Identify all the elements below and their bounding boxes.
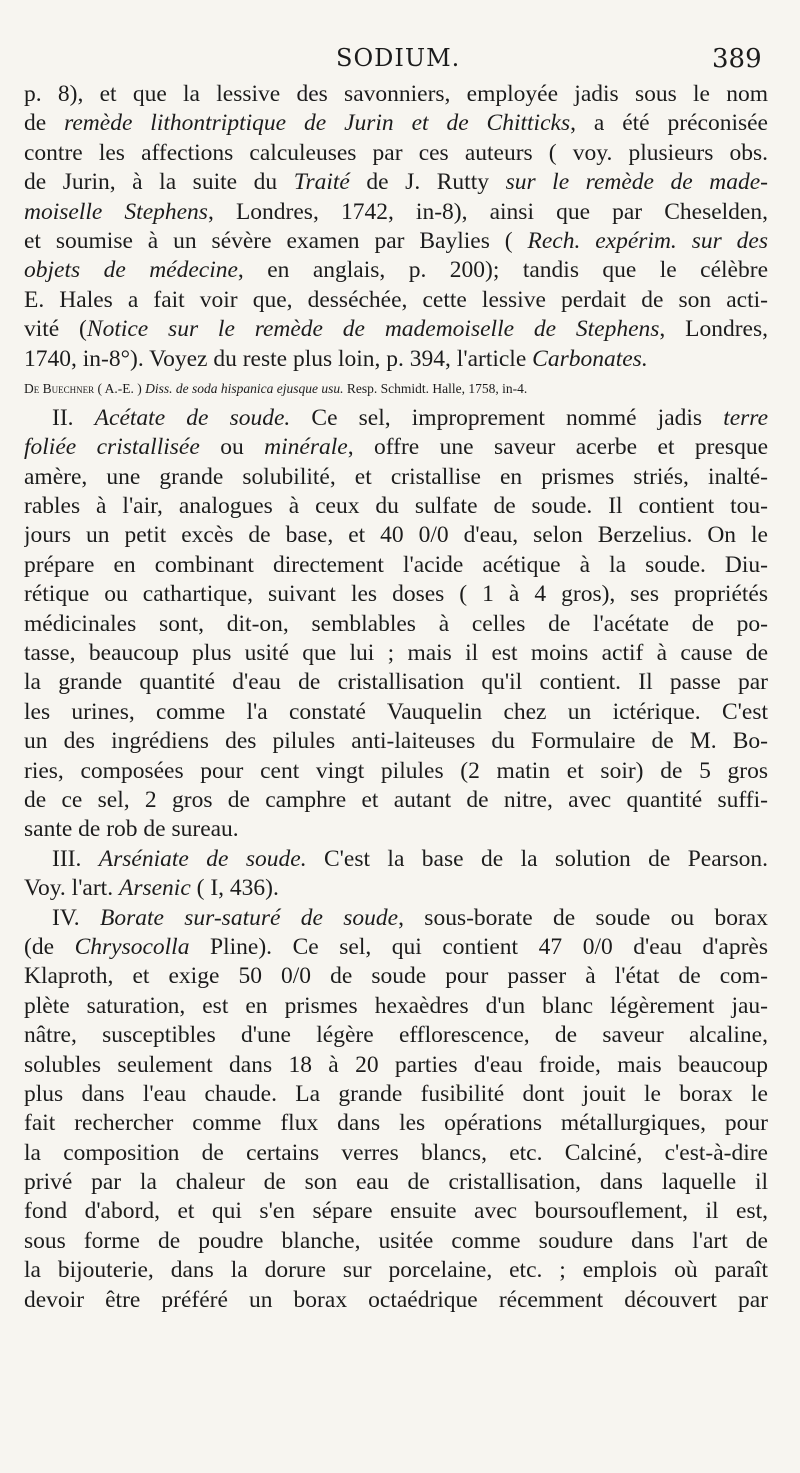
text-run: solubles seulement dans 18 à 20 parties d'eau froide, mais beaucoup (24, 1051, 768, 1078)
text-run: nâtre, susceptibles d'une légère efflorescence, de saveur alcaline, (24, 1022, 768, 1049)
text-line (24, 815, 768, 844)
text-run: rables à l'air, analogues à ceux du sulfate de soude. Il contient tou- (24, 493, 768, 520)
text-line (24, 992, 768, 1021)
text-line (24, 668, 768, 697)
italic-text: Traité (293, 169, 350, 196)
text-run: sous forme de poudre blanche, usitée comme soudure dans l'art de (24, 1227, 768, 1254)
italic-text: Carbonates. (532, 345, 648, 372)
italic-text: Diss. de soda hispanica ejusque usu. (145, 380, 344, 396)
text-run: privé par la chaleur de son eau de cristallisation, dans laquelle il (24, 1169, 768, 1196)
text-run: , sous-borate de soude ou borax (398, 904, 768, 931)
text-line (24, 227, 768, 256)
text-run: fond d'abord, et qui s'en sépare ensuite avec boursouflement, il est, (24, 1198, 768, 1225)
italic-text: Chrysocolla (74, 933, 190, 960)
text-run: plète saturation, est en prismes hexaèdres d'un blanc légèrement jau- (24, 992, 768, 1019)
italic-text: Borate sur-saturé de soude (99, 904, 399, 931)
text-line (24, 404, 768, 433)
text-run: de Jurin, à la suite du (24, 169, 294, 196)
text-run: De Buechner (24, 380, 95, 396)
italic-text: Acétate de soude. (94, 404, 291, 431)
text-run: sante de rob de sureau. (24, 816, 239, 843)
italic-text: remède lithontriptique de Jurin et de Chitticks (64, 110, 571, 137)
text-line (24, 1227, 768, 1256)
italic-text: sur le remède de made- (505, 169, 768, 196)
text-run: contre les affections calculeuses par ces auteurs ( voy. plusieurs obs. (24, 139, 768, 166)
text-run: Voy. l'art. (24, 875, 119, 902)
text-line (24, 1051, 768, 1080)
text-run: II. (52, 404, 95, 431)
text-run: les urines, comme l'a constaté Vauquelin chez un ictérique. C'est (24, 698, 768, 725)
italic-text: foliée cristallisée (24, 434, 200, 461)
italic-text: Arséniate de soude. (98, 845, 307, 872)
text-run: C'est la base de la solution de Pearson. (306, 845, 768, 872)
text-run: de (24, 110, 65, 137)
text-line (24, 1109, 768, 1138)
text-line (24, 1286, 768, 1315)
text-line (24, 198, 768, 227)
text-run: médicinales sont, dit-on, semblables à celles de l'acétate de po- (24, 610, 768, 637)
text-run: rétique ou cathartique, suivant les doses ( 1 à 4 gros), ses propriétés (24, 581, 768, 608)
text-line (24, 757, 768, 786)
text-line (24, 139, 768, 168)
text-run: prépare en combinant directement l'acide acétique à la soude. Diu- (24, 551, 768, 578)
text-line (24, 521, 768, 550)
italic-text: terre (723, 404, 768, 431)
text-run: IV. (52, 904, 100, 931)
text-line (24, 80, 768, 109)
text-line (24, 345, 768, 374)
text-line (24, 168, 768, 197)
text-run: et soumise à un sévère examen par Baylies ( (24, 227, 528, 254)
text-run: amère, une grande solubilité, et cristallise en prismes striés, inalté- (24, 463, 768, 490)
text-line (24, 962, 768, 991)
text-run: plus dans l'eau chaude. La grande fusibilité dont jouit le borax le (24, 1080, 768, 1107)
running-head: SODIUM. (336, 44, 461, 72)
italic-text: objets de médecine (24, 257, 238, 284)
text-run: p. 8), et que la lessive des savonniers, employée jadis sous le nom (24, 81, 768, 107)
text-run: , Londres, 1742, in-8), ainsi que par Cheselden, (207, 198, 768, 225)
text-line (24, 1139, 768, 1168)
text-line (24, 256, 768, 285)
text-run: vité ( (24, 316, 87, 343)
text-run: la bijouterie, dans la dorure sur porcelaine, etc. ; emplois où paraît (24, 1257, 768, 1284)
text-line (24, 698, 768, 727)
text-line (24, 786, 768, 815)
text-run: ( I, 436). (190, 875, 279, 902)
text-run: de J. Rutty (349, 169, 506, 196)
text-run: , offre une saveur acerbe et presque (347, 434, 768, 461)
text-run: ries, composées pour cent vingt pilules (2 matin et soir) de 5 gros (24, 757, 768, 784)
page-header (0, 44, 800, 84)
text-line (24, 433, 768, 462)
text-line (24, 109, 768, 138)
text-run: jours un petit excès de base, et 40 0/0 d'eau, selon Berzelius. On le (24, 522, 768, 549)
text-line (24, 315, 768, 344)
text-line (24, 1168, 768, 1197)
text-run: ( A.-E. ) (94, 380, 146, 396)
text-run: E. Hales a fait voir que, desséchée, cette lessive perdait de son acti- (24, 286, 768, 313)
text-line (24, 1080, 768, 1109)
text-run: , a été préconisée (570, 110, 768, 137)
text-run: un des ingrédiens des pilules anti-laiteuses du Formulaire de M. Bo- (24, 728, 768, 755)
italic-text: Notice sur le remède de mademoiselle de Stephens (86, 316, 660, 343)
bibliography-reference (24, 377, 768, 401)
text-run: de ce sel, 2 gros de camphre et autant de nitre, avec quantité suffi- (24, 786, 768, 813)
italic-text: minérale (264, 434, 348, 461)
text-run: III. (52, 845, 99, 872)
text-line (24, 639, 768, 668)
text-line (24, 874, 768, 903)
text-run: fait rechercher comme flux dans les opérations métallurgiques, pour (24, 1110, 768, 1137)
text-line (24, 610, 768, 639)
italic-text: Arsenic (118, 875, 191, 902)
text-run: Ce sel, improprement nommé jadis (290, 404, 724, 431)
italic-text: moiselle Stephens (24, 198, 208, 225)
text-run: devoir être préféré un borax octaédrique récemment découvert par (24, 1286, 768, 1313)
text-line (24, 1197, 768, 1226)
text-line (24, 1021, 768, 1050)
text-line (24, 933, 768, 962)
text-run: Klaproth, et exige 50 0/0 de soude pour passer à l'état de com- (24, 963, 768, 990)
text-line (24, 845, 768, 874)
text-run: tasse, beaucoup plus usité que lui ; mais il est moins actif à cause de (24, 640, 768, 667)
text-line (24, 286, 768, 315)
text-line (24, 492, 768, 521)
text-run: 1740, in-8°). Voyez du reste plus loin, p. 394, l'article (24, 345, 533, 372)
text-line (24, 727, 768, 756)
italic-text: Rech. expérim. sur des (527, 227, 768, 254)
text-line (24, 904, 768, 933)
text-run: la grande quantité d'eau de cristallisation qu'il contient. Il passe par (24, 669, 768, 696)
page-number: 389 (712, 44, 762, 74)
text-run: Pline). Ce sel, qui contient 47 0/0 d'eau d'après (189, 933, 768, 960)
body-text (24, 80, 768, 1315)
text-run: Resp. Schmidt. Halle, 1758, in-4. (343, 380, 528, 396)
text-run: (de (24, 933, 75, 960)
text-line (24, 580, 768, 609)
text-run: , Londres, (659, 316, 768, 343)
text-line (24, 1256, 768, 1285)
text-line (24, 463, 768, 492)
text-run: , en anglais, p. 200); tandis que le célèbre (237, 257, 768, 284)
text-run: ou (199, 434, 265, 461)
text-line (24, 551, 768, 580)
text-run: la composition de certains verres blancs, etc. Calciné, c'est-à-dire (24, 1139, 768, 1166)
